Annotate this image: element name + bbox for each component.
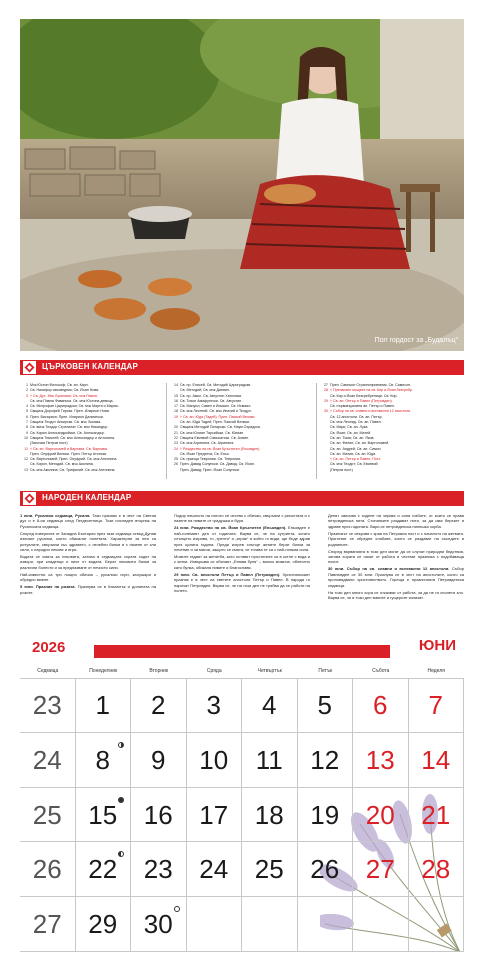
church-entry-text: Св. мчк Юлиан Тарсийски. Св. Юлиан. — [180, 430, 245, 435]
church-column — [170, 383, 310, 473]
church-entry-text: Св. Кир и Йоан Безсребреници. Св. Кир. — [330, 393, 398, 398]
church-entry-text: Свщмчк Тимотей; Св. мчк Александър и Антонина. — [30, 435, 115, 440]
week-number-cell[interactable] — [20, 678, 76, 733]
month-label: ЮНИ — [418, 637, 456, 654]
day-cell — [298, 897, 354, 952]
folk-text: Еньовден е най-големият ден от годината. Вярва се, че на сутринта, когато слънцето изгрява, то „трепти“ и „играе“ и който го види, ще бъде здрав през цялата година. Преди изгрев слънце жените берат билки за лечение и за магии, защото се смята, че тогава те са с най-голяма сила. — [174, 525, 310, 553]
day-number: 27 — [365, 854, 395, 885]
day-cell[interactable] — [298, 678, 354, 733]
day-cell[interactable] — [353, 678, 409, 733]
folk-paragraph — [20, 572, 156, 583]
church-entry-text: Св. мчк Теодот; Св. Евсевий. — [330, 462, 379, 467]
weekday-header: Сряда — [206, 668, 222, 674]
day-cell[interactable] — [298, 842, 354, 897]
day-cell[interactable] — [187, 842, 243, 897]
day-number: 8 — [95, 744, 110, 775]
day-cell[interactable] — [409, 842, 465, 897]
day-number: 13 — [365, 744, 395, 775]
weekday-header: Събота — [372, 668, 390, 674]
church-entry-day: 9 — [26, 430, 28, 435]
church-entry-text: † Св. ап. Юда (Тадей). Преп. Паисий Велики. — [180, 414, 256, 419]
folk-text: Момите гадаят за женитба, като оставят пръстените си в котле с вода и с китки. Извършва се обичаят „Енюва буля“ – малко момиче, облечено като булка, обикаля нивите и благославя. — [174, 554, 310, 570]
divider — [166, 383, 167, 479]
church-entry-day: 11 — [24, 446, 28, 451]
day-number: 12 — [310, 744, 340, 775]
church-entry-text: Св. Йоан; Св. ап. Матей. — [330, 430, 372, 435]
day-cell[interactable] — [76, 678, 132, 733]
church-entry-text: Св. Йоан Предтеча; Св. Еньо. — [180, 451, 230, 456]
church-entry-text: Преп. Сампсон Странноприемник. Св. Сампсон. — [330, 383, 411, 387]
church-entry-day: 21 — [174, 430, 178, 435]
church-entry-text: Св. пр. Елисей. Св. Методий Цариградски. — [180, 383, 252, 387]
day-number: 25 — [254, 854, 284, 885]
calendar-grid — [20, 664, 464, 952]
year-box — [20, 636, 94, 658]
church-entry-text: Св. мчк Акилина; Св. Трифилий. Св. мчк Антонина. — [30, 467, 116, 472]
day-cell[interactable] — [187, 733, 243, 788]
folk-paragraph — [20, 584, 156, 595]
folk-heading: 5 юни. Празник на розата. — [20, 584, 78, 590]
folk-paragraph — [20, 554, 156, 570]
church-entry-day: 25 — [174, 457, 178, 462]
church-entry-text: Св. Митрофан Цариградски; Св. мчк Марта и Мария. — [30, 404, 119, 409]
photo-caption: Пол гордост за „Будалъц“ — [374, 337, 458, 344]
church-entry-text: Св. Мануил, Савел и Исмаил. Св. Исмаил. — [180, 404, 252, 409]
church-entry-text: † Рождество на св. Йоан Кръстител (Еньовден). — [180, 446, 261, 451]
day-number: 16 — [143, 799, 173, 830]
church-entry-day: 8 — [26, 425, 28, 430]
church-column — [320, 383, 462, 473]
church-entry-text: Мчк Юстин Философ; Св. ап. Карп. — [30, 383, 89, 387]
folk-heading: 29 юни. Св. апостоли Петър и Павел (Петровден). — [174, 571, 283, 577]
day-number: 5 — [317, 690, 332, 720]
folk-text: Най-известни са три нощни обичая – русалски игри, калушари и обредно миене. — [20, 571, 156, 583]
folk-calendar — [20, 513, 464, 623]
church-entry-day: 23 — [174, 441, 178, 446]
church-entry-text: † Св. ап. Вартоломей и Варнава. Св. Варнава. — [30, 446, 108, 451]
church-entry-day: 15 — [174, 393, 178, 398]
week-number-cell[interactable] — [20, 897, 76, 952]
day-number: 6 — [373, 690, 388, 720]
weekday-header: Петък — [318, 668, 333, 674]
day-number: 28 — [421, 854, 451, 885]
day-number: 29 — [88, 909, 118, 940]
church-entry-text: Свщмчк Евсевий Самосатски. Св. Алвин. — [180, 435, 250, 440]
church-entry-day: 10 — [24, 435, 28, 440]
day-number: 15 — [88, 799, 118, 830]
folk-text: Водата се смята за лековита, затова в седмицата хората ходят на извори, при кладенци и пият от водата. Берат лековити билки за различни болести и за предпазване от нечисти сили. — [20, 554, 156, 570]
church-entry — [20, 468, 160, 473]
weekday-header: Седмица — [37, 668, 59, 674]
folk-paragraph — [328, 549, 464, 565]
church-entry-day — [320, 468, 330, 473]
church-entry-text: Св. Марк; Св. ап. Лука. — [330, 425, 369, 430]
church-entry-text: Св. ап. Матия; Св. ап. Юда. — [330, 451, 376, 456]
church-entry — [170, 468, 310, 473]
day-number: 2 — [151, 690, 166, 720]
church-entry-text: Св. ап. Филип; Св. ап. Вартоломей. — [330, 441, 390, 446]
church-entry-day: 4 — [26, 404, 28, 409]
day-cell[interactable] — [298, 788, 354, 843]
ornament-icon — [23, 361, 36, 374]
church-calendar-title: ЦЪРКОВЕН КАЛЕНДАР — [42, 362, 139, 371]
day-number: 21 — [421, 799, 451, 830]
church-entry-text: Св. мчк Агрипина. Св. Агрипина. — [180, 441, 235, 446]
folk-column — [328, 513, 464, 602]
ornament-icon — [23, 492, 36, 505]
day-number: 7 — [428, 690, 443, 720]
day-number: 4 — [262, 690, 277, 720]
day-number: 17 — [199, 799, 229, 830]
church-entry-day: 14 — [174, 383, 178, 387]
church-entry-text: (Започва Петров пост) — [30, 441, 68, 446]
folk-paragraph — [20, 531, 156, 553]
day-number: 20 — [365, 799, 395, 830]
church-entry-day: 3 — [26, 393, 28, 398]
week-number: 25 — [32, 799, 62, 830]
folk-heading: 30 юни. Събор на св. славни и всехвални 12 апостоли. — [328, 566, 452, 572]
weekday-header: Понеделник — [89, 668, 118, 674]
church-entry-text: Преп. Давид; Преп. Йоан Солунски. — [180, 467, 240, 472]
church-entry-text: Преп. Давид Солунски. Св. Давид. Св. Йоан. — [180, 462, 255, 467]
week-number: 26 — [32, 854, 62, 885]
day-cell[interactable] — [242, 678, 298, 733]
church-column — [20, 383, 160, 473]
church-entry-text: † Св. Дух. Мчк Лукилиан; Св. мчк Павла. — [30, 393, 98, 398]
day-number: 9 — [151, 744, 166, 775]
day-cell[interactable] — [353, 733, 409, 788]
church-entry-day: 22 — [174, 435, 178, 440]
day-cell[interactable] — [409, 733, 465, 788]
day-number: 30 — [143, 909, 173, 940]
day-cell[interactable] — [76, 897, 132, 952]
church-entry-text: † Пренасяне мощите на св. Кир и Йоан безсребр. — [330, 388, 414, 393]
weekday-header: Четвъртък — [257, 668, 282, 674]
day-cell[interactable] — [131, 678, 187, 733]
month-header — [20, 636, 464, 658]
folk-paragraph — [328, 566, 464, 588]
church-entry-day: 30 — [324, 409, 328, 414]
day-cell[interactable] — [242, 788, 298, 843]
day-cell[interactable] — [76, 788, 132, 843]
church-entry-text: Преп. Онуфрий Велики. Преп. Петър Атонски. — [30, 451, 108, 456]
church-entry-text: Св. прмчца Теврония. Св. Теврония. — [180, 457, 242, 462]
church-entry-day: 13 — [24, 467, 28, 472]
church-entry-day: 6 — [26, 414, 28, 419]
day-cell[interactable] — [131, 733, 187, 788]
church-entry-day: 17 — [174, 404, 178, 409]
day-cell[interactable] — [187, 678, 243, 733]
day-number: 24 — [199, 854, 229, 885]
folk-paragraph — [328, 531, 464, 547]
day-number: 23 — [143, 854, 173, 885]
folk-paragraph — [174, 525, 310, 552]
folk-column — [20, 513, 156, 597]
church-entry-text: Свщмчк Методий Патарски. Св. Наум Охридски. — [180, 425, 261, 430]
church-entry-text: Св. пр. Амос. Св. Августин Хипонски. — [180, 393, 243, 398]
church-entry-text: † Св. ап. Петър и Павел; Пост. — [330, 457, 381, 462]
folk-text: Християнският празник е в чест на светите апостоли Петър и Павел. В народа го наричат Петровден. Вярва се, че на този ден не трябва да се работи на полето. — [174, 571, 310, 594]
day-number: 1 — [95, 690, 110, 720]
folk-text: На този ден много хора се отказват от работа, за да не ги сполети зло. Вярва се, че в този ден змиите и гущерите излизат. — [328, 589, 464, 601]
folk-text: Празникът се свързва с края на Петровия пост и с началото на жетвата. Приготвят се обредни хлябове, които се раздават на съседите и роднините. — [328, 530, 464, 547]
church-calendar-band — [20, 360, 464, 375]
folk-paragraph — [328, 513, 464, 529]
church-entry-day: 12 — [24, 457, 28, 462]
day-cell[interactable] — [76, 733, 132, 788]
day-cell — [242, 897, 298, 952]
church-entry-text: Св. ап. Юда Тадей; Преп. Паисий Велики. — [180, 420, 251, 425]
folk-column — [174, 513, 310, 595]
folk-paragraph — [20, 513, 156, 529]
day-cell[interactable] — [187, 788, 243, 843]
church-entry-day — [170, 468, 180, 473]
day-number: 18 — [254, 799, 284, 830]
day-cell[interactable] — [242, 842, 298, 897]
church-entry-text: Преп. Висарион; Преп. Иларион Далматски. — [30, 414, 104, 419]
cover-photo — [20, 19, 464, 351]
day-number: 14 — [421, 744, 451, 775]
church-entry-day: 18 — [174, 409, 178, 414]
folk-text: Събор Павлювден се 30 юни. Празнува се в чест на апостолите, които са проповядвали християнството. Гореща е празничната Петровденска седмица. — [328, 566, 464, 588]
church-entry-text: Св. ап. Тома; Св. ап. Яков. — [330, 435, 375, 440]
church-entry-text: Св. Вартоломей; Преп. Онуфрий. Св. мчк Антонина. — [30, 457, 118, 462]
weekday-header: Неделя — [427, 668, 445, 674]
church-entry-text: Св. мчк Павла Фиванска. Св. мчк Юстина девица. — [30, 398, 114, 403]
church-entry-text: Свщмчк Дорофей Тирски. Преп. Иларион Нови. — [30, 409, 110, 414]
folk-paragraph — [174, 554, 310, 570]
church-entry-day: 26 — [174, 462, 178, 467]
church-entry-day: 24 — [174, 446, 178, 451]
church-entry-day: 7 — [26, 420, 28, 425]
church-entry-day: 2 — [26, 388, 28, 393]
church-entry-text: Св. ап. Андрей; Св. ап. Симон. — [330, 446, 382, 451]
folk-calendar-band — [20, 491, 464, 506]
week-number-cell[interactable] — [20, 733, 76, 788]
church-entry-text: † Събор на св. славни и всехвални 12 апостоли. — [330, 409, 412, 414]
church-entry-text: Св. Кирил, Методий. Св. мчк Акилина. — [30, 462, 94, 467]
day-cell[interactable] — [242, 733, 298, 788]
day-cell[interactable] — [131, 842, 187, 897]
day-cell[interactable] — [353, 788, 409, 843]
church-entry-day: 29 — [324, 398, 328, 403]
folk-text: Тази празник е в чест на Светия дух и е 8-ия седмица след Петдесетница. Този последен вторник на Русалската седмица. — [20, 513, 156, 529]
weekday-header: Вторник — [149, 668, 169, 674]
church-entry-text: Св. Кирил Александрийски. Св. Александър. — [30, 430, 105, 435]
day-number: 3 — [206, 690, 221, 720]
day-cell[interactable] — [131, 788, 187, 843]
church-entry-text: Св. първовърховни ап. Петър и Павел. — [330, 404, 395, 409]
moon-full-icon — [118, 797, 124, 803]
church-entry-text: Св. Методий; Св. мчк Данаил. — [180, 388, 230, 393]
folk-heading: 24 юни. Рождество на св. Йоан Кръстител (Еньовден). — [174, 525, 289, 531]
year-label: 2026 — [32, 639, 66, 656]
church-entry-text: Св. мчк Леонид. Св. ап. Павел. — [330, 420, 382, 425]
church-entry-text: Св. Тихон Амафунтски. Св. Августин. — [180, 398, 243, 403]
church-calendar — [20, 383, 464, 479]
church-entry-text: (Петров пост) — [330, 467, 353, 472]
folk-paragraph — [174, 513, 310, 524]
church-entry-text: Св. мчк Леонтий. Св. мчк Ипатий и Теодул. — [180, 409, 252, 414]
week-number: 27 — [32, 909, 62, 940]
divider — [316, 383, 317, 479]
church-entry-text: Св. Никифор изповедник; Св. Йоан Нови. — [30, 388, 100, 393]
day-number: 19 — [310, 799, 340, 830]
church-entry-text: Св. вмчк Теодор Стратилат. Св. мчк Никандър. — [30, 425, 109, 430]
day-number: 22 — [88, 854, 118, 885]
day-cell[interactable] — [409, 678, 465, 733]
moon-first-quarter-icon — [118, 742, 124, 748]
church-entry-text: † Св. ап. Петър и Павел (Петровден). — [330, 398, 393, 403]
folk-text: Денят започва с ходене на черква и сапа гозбите, от които се прави петровденска пита. Стопанките раздават пити, за да има берекет и здраве през годината. Вари се петровденска пилешка чорба. — [328, 513, 464, 529]
day-cell[interactable] — [353, 842, 409, 897]
day-cell[interactable] — [298, 733, 354, 788]
week-number: 23 — [32, 690, 62, 720]
folk-text: Според поверията от Западна България през тази седмица отвъд Дунав излизат русалки, които обикалят полетата. Характерни за нея са ритуалите, свързани със здравето, с лечебни билки и с пазене от зли сили, с народни лекове и игри. — [20, 530, 156, 553]
church-entry-day: 1 — [26, 383, 28, 387]
week-number-cell[interactable] — [20, 788, 76, 843]
folk-paragraph — [174, 572, 310, 594]
moon-new-icon — [174, 906, 180, 912]
folk-paragraph — [328, 590, 464, 601]
week-number-cell[interactable] — [20, 842, 76, 897]
day-cell[interactable] — [409, 788, 465, 843]
church-entry-day: 28 — [324, 388, 328, 393]
church-entry-day: 27 — [324, 383, 328, 387]
church-entry-day: 20 — [174, 425, 178, 430]
folk-calendar-title: НАРОДЕН КАЛЕНДАР — [42, 493, 132, 502]
church-entry-day: 19 — [174, 414, 178, 419]
church-entry-day: 5 — [26, 409, 28, 414]
week-number: 24 — [32, 744, 62, 775]
folk-text: Според вярванията в този ден могат да се случат природни бедствия, затова хората се пазят от работа и честват празника с подобаваща почит. — [328, 548, 464, 565]
day-cell — [353, 897, 409, 952]
church-entry-text: Свщмчк Теодот Анкирски. Св. мчк Зосима. — [30, 420, 102, 425]
folk-text: Подир началото на лятото се чества с обичаи, свързани с реколтата и с пазене на нивите от градушка и буря. — [174, 513, 310, 524]
church-entry — [320, 468, 462, 473]
church-entry-text: Св. 12 апостоли. Св. ап. Петър. — [330, 414, 383, 419]
folk-text: Празнува се в Казанлък и долината на розите. — [20, 584, 156, 595]
day-number: 11 — [255, 744, 283, 775]
day-cell — [409, 897, 465, 952]
day-number: 10 — [199, 744, 229, 775]
day-cell — [187, 897, 243, 952]
church-entry-day: 16 — [174, 398, 178, 403]
folk-heading: 1 юни. Русалска седмица, Русаля. — [20, 513, 93, 518]
day-number: 26 — [310, 854, 340, 885]
